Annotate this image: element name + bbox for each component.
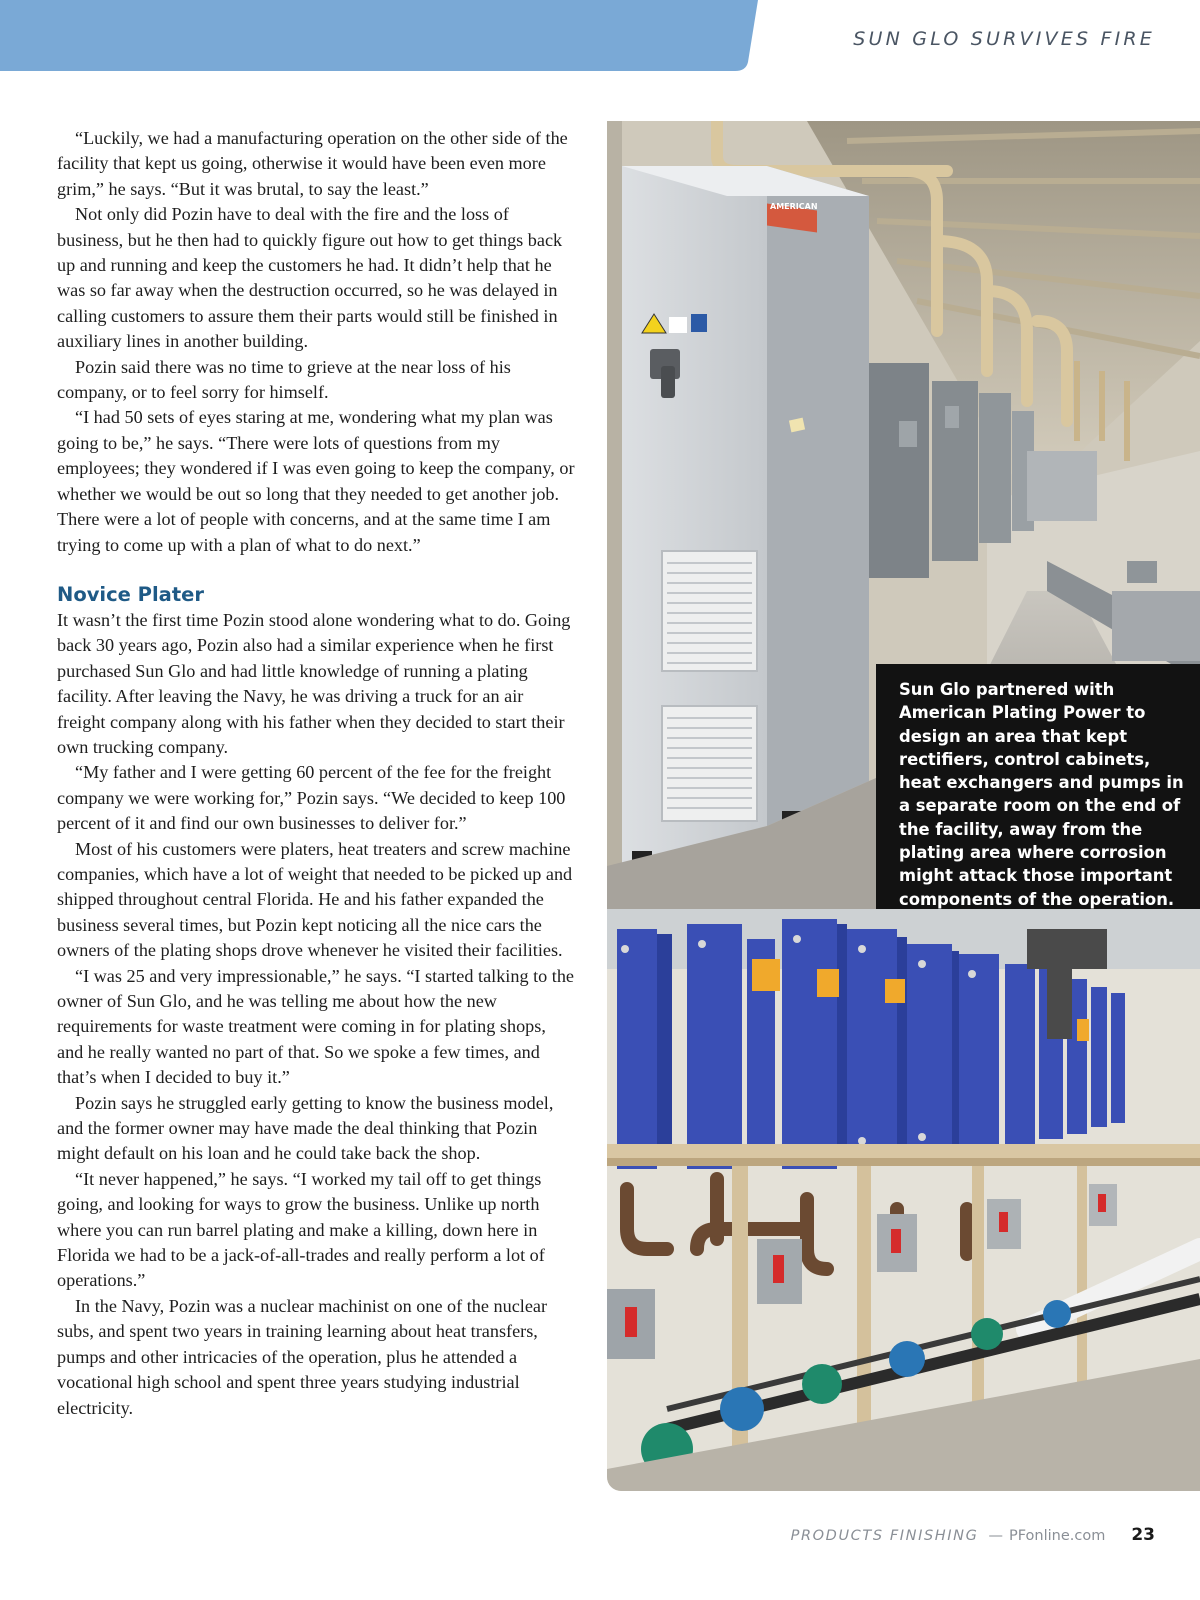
paragraph: It wasn’t the first time Pozin stood alone wondering what to do. Going back 30 years ago, Pozin also had a similar experience when he first purchased Sun Glo and had little knowledge of running a plating facility. After leaving the Navy, he was driving a truck for an air freight company along with his father when they decided to start their own trucking company.: [57, 609, 571, 757]
paragraph: Most of his customers were platers, heat treaters and screw machine companies, which have a lot of weight that needed to be picked up and shipped throughout central Florida. He and his father expanded the business several times, but Pozin kept noticing all the nice cars the owners of the plating shops drove whenever he visited their facilities.: [57, 838, 573, 961]
paragraph: Not only did Pozin have to deal with the fire and the loss of business, but he then had to quickly figure out how to get things back up and running and keep the customers he had. It didn’t help that he was so far away when the destruction occurred, so he was delayed in calling customers to assure them their parts would still be finished in auxiliary lines in another building.: [57, 204, 563, 352]
website: PFonline.com: [1008, 1528, 1106, 1544]
footer-separator: —: [988, 1528, 1003, 1544]
paragraph: “My father and I were getting 60 percent of the fee for the freight company we were working for,” Pozin says. “We decided to keep 100 percent of it and find our own businesses to deliver for.”: [57, 762, 566, 834]
page-footer: [791, 1525, 1155, 1545]
paragraph: Pozin said there was no time to grieve at the near loss of his company, or to feel sorry for himself.: [57, 356, 511, 403]
subhead: Novice Plater: [57, 582, 204, 606]
photo-heat-exchangers: [607, 909, 1200, 1491]
page-number: 23: [1131, 1525, 1155, 1545]
running-title: SUN GLO SURVIVES FIRE: [853, 28, 1155, 50]
paragraph: “It never happened,” he says. “I worked my tail off to get things going, and looking for ways to grow the business. Unlike up north where you can run barrel plating and make a killing, down here in Florida we had to be a jack-of-all-trades and really perform a lot of operations.”: [57, 1168, 545, 1291]
paragraph: Pozin says he struggled early getting to know the business model, and the former owner may have made the deal thinking that Pozin might default on his loan and he could take back the shop.: [57, 1092, 554, 1164]
paragraph: “I was 25 and very impressionable,” he says. “I started talking to the owner of Sun Glo, and he was telling me about how the new requirements for waste treatment were coming in for plating shops, and he really wanted no part of that. So we spoke a few times, and that’s when I decided to buy it.”: [57, 965, 574, 1088]
magazine-name: PRODUCTS FINISHING: [790, 1528, 979, 1544]
paragraph: In the Navy, Pozin was a nuclear machinist on one of the nuclear subs, and spent two years in training learning about heat transfers, pumps and other intricacies of the operation, plus he attended a vocational high school and spent three years studying industrial electricity.: [57, 1295, 548, 1418]
photo-caption: Sun Glo partnered with American Plating Power to design an area that kept rectifiers, control cabinets, heat exchangers and pumps in a separate room on the end of the facility, away from the plating area where corrosion might attack those important components of the operation.: [876, 664, 1200, 909]
paragraph: “Luckily, we had a manufacturing operation on the other side of the facility that kept us going, otherwise it would have been even more grim,” he says. “But it was brutal, to say the least.”: [57, 128, 568, 199]
cabinet-label: AMERICAN: [770, 202, 818, 211]
paragraph: “I had 50 sets of eyes staring at me, wondering what my plan was going to be,” he says. “There were lots of questions from my employees; they wondered if I was even going to keep the company, or whether we would be out so long that they needed to get another job. There were a lot of people with concerns, and at the same time I am trying to come up with a plan of what to do next.”: [57, 407, 575, 555]
article-column: [57, 126, 575, 1421]
